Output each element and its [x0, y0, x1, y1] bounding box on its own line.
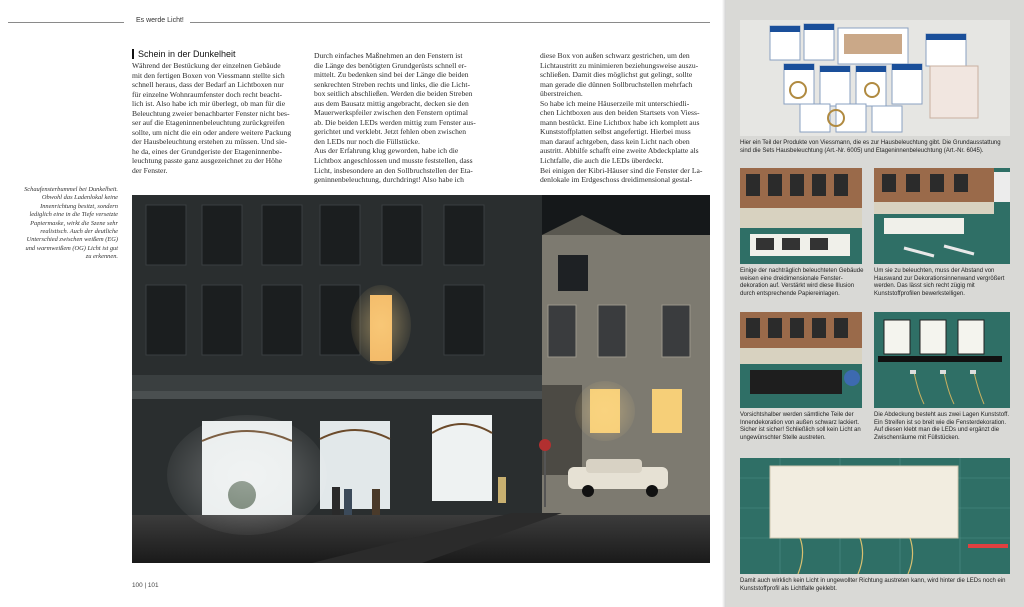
running-head-rule-left — [8, 22, 124, 23]
product-photo — [740, 20, 1010, 136]
photo-window-decoration — [740, 168, 862, 264]
text-line: sollte, um nicht die ein oder andere weitere Packung — [132, 127, 292, 137]
text-line: leuchtung passte ganz ausgezeichnet zu der Höhe — [132, 156, 283, 166]
text-line: chen Lichtboxen aus den beiden Startsets von Viess- — [540, 108, 700, 118]
text-line: Beleuchtung zweier benachbarter Fenster nicht bes- — [132, 108, 290, 118]
text-line: Aus der Erfahrung klug geworden, habe ich die — [314, 146, 459, 156]
text-line: denlokale im Erdgeschoss dreidimensional gestal- — [540, 175, 693, 185]
text-line: der Fenster. — [132, 166, 168, 176]
text-column-3 — [540, 51, 710, 185]
text-line: senkrechten Streben rechts und links, die die Licht- — [314, 79, 471, 89]
text-line: die Länge des benötigten Grundgerüsts schnell er- — [314, 60, 467, 70]
caption-black-paint: Vorsichtshalber werden sämtliche Teile der Innendekoration von außen schwarz lackiert. Sicher ist sicher! Schließlich soll kein Licht an ungewünschter Stelle austreten. — [740, 412, 861, 441]
text-line: gerichtet und verklebt. Jetzt fehlen oben zwischen — [314, 127, 467, 137]
text-line: Lichtaustritt zu minimieren beziehungsweise auszu- — [540, 60, 699, 70]
text-line: Mauerwerkspfeiler zwischen den Fenstern optimal — [314, 108, 468, 118]
folio: 100 | 101 — [132, 582, 159, 589]
caption-decoration: Einige der nachträglich beleuchteten Gebäude weisen eine dreidimensionale Fensterdekoration auf. Verstärkt wird diese Illusion durch entsprechende Papiereinlagen. — [740, 268, 864, 297]
text-line: überstreichen. — [540, 89, 583, 99]
text-line: geninnenbeleuchtung, durchdringt! Also habe ich — [314, 175, 464, 185]
text-line: Licht, insbesondere an den Sollbruchstellen der Eta- — [314, 165, 473, 175]
side-caption: Schaufensterbummel bei Dunkelheit. Obwohl das Ladenlokal keine Innenrichtung besitzt, sondern lediglich eine in die Tiefe versetzte Papiermaske, wirkt die Szene sehr realistisch. Auch der deutliche Unterschied zwischen weißem (EG) und warmweißem (OG) Licht ist gut zu erkennen. — [24, 186, 118, 261]
text-line: für einzelne Wohnraumfenster doch recht beacht- — [132, 89, 282, 99]
text-line: Durch einfaches Maßnehmen an den Fenstern ist — [314, 51, 463, 60]
text-line: ser auf die Etageninnenbeleuchtung zurückgreifen — [132, 118, 285, 128]
text-line: mittelt. Zu bedenken sind bei der Länge die beiden — [314, 70, 469, 80]
text-line: der Hausbeleuchtung erstehen zu müssen. Und sie- — [132, 137, 287, 147]
text-line: ab. Die beiden LEDs werden mittig zum Fenster aus- — [314, 117, 476, 127]
photo-black-painted — [740, 312, 862, 408]
main-night-photo — [132, 195, 710, 563]
text-line: box seitlich abschließen. Werden die beiden Streben — [314, 89, 473, 99]
text-line: lich ist. Also habe ich mir überlegt, ob man für die — [132, 99, 286, 109]
text-line: Lichtfalle, die auch die LEDs überdeckt. — [540, 156, 664, 166]
text-line: So habe ich meine Häuserzeile mit unterschiedli- — [540, 98, 690, 108]
text-line: den LEDs nur noch die Füllstücke. — [314, 136, 420, 146]
caption-products: Hier ein Teil der Produkte von Viessmann, die es zur Hausbeleuchtung gibt. Die Grundausstattung sind die Sets Hausbeleuchtung (Art.-Nr. 6005) und Etageninnenbeleuchtung (Art.-Nr. 6045). — [740, 140, 1001, 154]
photo-light-trap — [740, 458, 1010, 574]
text-line: mit den fertigen Boxen von Viessmann stellte sich — [132, 70, 285, 80]
text-line: man darauf achtgeben, dass kein Licht nach oben — [540, 136, 690, 146]
running-head-rule-right — [190, 22, 710, 23]
photo-plastic-profiles — [874, 168, 1010, 264]
text-line: schnell heraus, dass der Bedarf an Lichtboxen nur — [132, 80, 284, 90]
caption-light-trap: Damit auch wirklich kein Licht in ungewollter Richtung austreten kann, wird hinter die LEDs noch ein Kunststoffprofil als Lichtfalle geklebt. — [740, 578, 1006, 592]
caption-profiles: Um sie zu beleuchten, muss der Abstand von Hauswand zur Dekorationsinnenwand vergrößert werden. Das lässt sich recht zügig mit Kunststoffprofilen bewerkstelligen. — [874, 268, 1005, 297]
text-column-2 — [314, 51, 484, 185]
text-line: aus dem Bausatz mittig angebracht, decken sie den — [314, 98, 469, 108]
text-column-1 — [132, 61, 302, 176]
section-title: Schein in der Dunkelheit — [132, 49, 236, 59]
text-line: man gerade die dünnen Sollbruchstellen mehrfach — [540, 79, 693, 89]
text-line: mann bestückt. Eine Lichtbox habe ich komplett aus — [540, 117, 700, 127]
right-sidebar — [726, 0, 1024, 607]
text-line: Kunststoffplatten selbst angefertigt. Hierbei muss — [540, 127, 691, 137]
photo-cover-two-layers — [874, 312, 1010, 408]
text-line: Während der Bestückung der einzelnen Gebäude — [132, 61, 281, 70]
caption-cover: Die Abdeckung besteht aus zwei Lagen Kunststoff. Ein Streifen ist so breit wie die Fensterdekoration. Auf diesen klebt man die LEDs und ergänzt die Zwischenräume mit Füllstücken. — [874, 412, 1009, 441]
text-line: Bei einigen der Kibri-Häuser sind die Fenster der La- — [540, 165, 703, 175]
text-line: Lichtbox angeschlossen und musste feststellen, dass — [314, 156, 473, 166]
text-line: schließen. Damit dies möglichst gut gelingt, sollte — [540, 70, 693, 80]
text-line: austritt. Abhilfe schafft eine zweite Abdeckplatte als — [540, 146, 699, 156]
text-line: he da, eines der Grundgeriste der Etageninnenbe- — [132, 146, 282, 156]
text-line: diese Box von außen schwarz gestrichen, um den — [540, 51, 690, 60]
running-head: Es werde Licht! — [132, 17, 188, 24]
